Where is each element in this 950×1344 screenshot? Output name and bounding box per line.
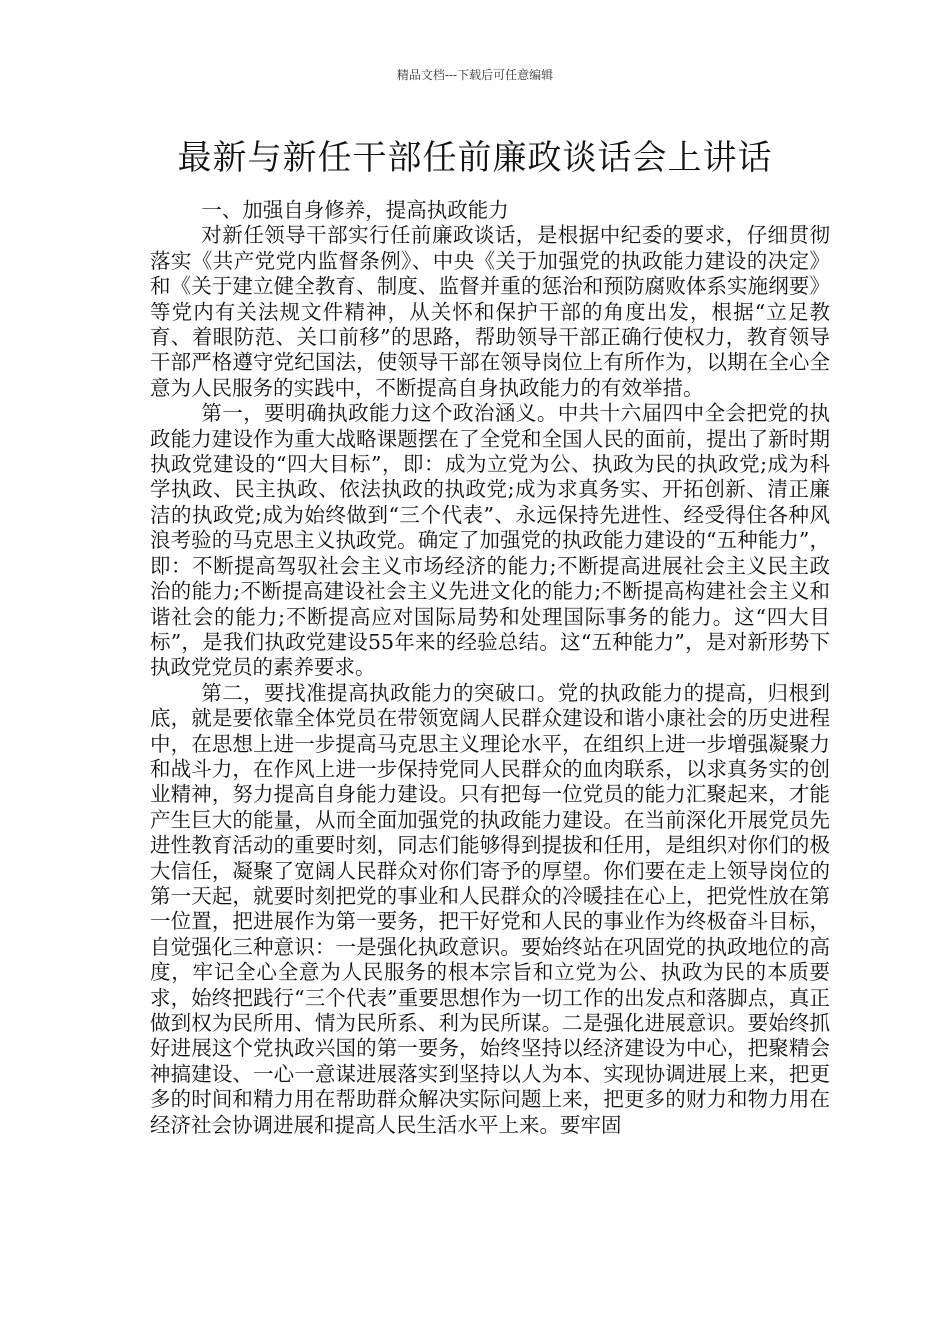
paragraph-intro: 对新任领导干部实行任前廉政谈话，是根据中纪委的要求，仔细贯彻落实《共产党党内监督条例》、中央《关于加强党的执政能力建设的决定》和《关于建立健全教育、制度、监督并重的惩治和预防腐败体系实施纲要》等党内有关法规文件精神，从关怀和保护干部的角度出发，根据“立足教育、着眼防范、关口前移”的思路，帮助领导干部正确行使权力，教育领导干部严格遵守党纪国法，使领导干部在领导岗位上有所作为，以期在全心全意为人民服务的实践中，不断提高自身执政能力的有效举措。 <box>150 223 830 400</box>
paragraph-second-point: 第二，要找准提高执政能力的突破口。党的执政能力的提高，归根到底，就是要依靠全体党员在带领宽阔人民群众建设和谐小康社会的历史进程中，在思想上进一步提高马克思主义理论水平，在组织上进一步增强凝聚力和战斗力，在作风上进一步保持党同人民群众的血肉联系，以求真务实的创业精神，努力提高自身能力建设。只有把每一位党员的能力汇聚起来，才能产生巨大的能量，从而全面加强党的执政能力建设。在当前深化开展党员先进性教育活动的重要时刻，同志们能够得到提拔和任用，是组织对你们的极大信任，凝聚了宽阔人民群众对你们寄予的厚望。你们要在走上领导岗位的第一天起，就要时刻把党的事业和人民群众的冷暖挂在心上，把党性放在第一位置，把进展作为第一要务，把干好党和人民的事业作为终极奋斗目标，自觉强化三种意识：一是强化执政意识。要始终站在巩固党的执政地位的高度，牢记全心全意为人民服务的根本宗旨和立党为公、执政为民的本质要求，始终把践行“三个代表”重要思想作为一切工作的出发点和落脚点，真正做到权为民所用、情为民所系、利为民所谋。二是强化进展意识。要始终抓好进展这个党执政兴国的第一要务，始终坚持以经济建设为中心，把聚精会神搞建设、一心一意谋进展落实到坚持以人为本、实现协调进展上来，把更多的时间和精力用在帮助群众解决实际问题上来，把更多的财力和物力用在经济社会协调进展和提高人民生活水平上来。要牢固 <box>150 680 830 1137</box>
document-title: 最新与新任干部任前廉政谈话会上讲话 <box>177 138 773 178</box>
header-note: 精品文档---下载后可任意编辑 <box>396 68 554 82</box>
section-heading: 一、加强自身修养，提高执政能力 <box>201 198 509 222</box>
paragraph-first-point: 第一，要明确执政能力这个政治涵义。中共十六届四中全会把党的执政能力建设作为重大战略课题摆在了全党和全国人民的面前，提出了新时期执政党建设的“四大目标”，即：成为立党为公、执政为民的执政党;成为科学执政、民主执政、依法执政的执政党;成为求真务实、开拓创新、清正廉洁的执政党;成为始终做到“三个代表”、永远保持先进性、经受得住各种风浪考验的马克思主义执政党。确定了加强党的执政能力建设的“五种能力”，即：不断提高驾驭社会主义市场经济的能力;不断提高进展社会主义民主政治的能力;不断提高建设社会主义先进文化的能力;不断提高构建社会主义和谐社会的能力;不断提高应对国际局势和处理国际事务的能力。这“四大目标”，是我们执政党建设55年来的经验总结。这“五种能力”，是对新形势下执政党党员的素养要求。 <box>150 401 830 680</box>
document-body <box>150 198 830 1138</box>
